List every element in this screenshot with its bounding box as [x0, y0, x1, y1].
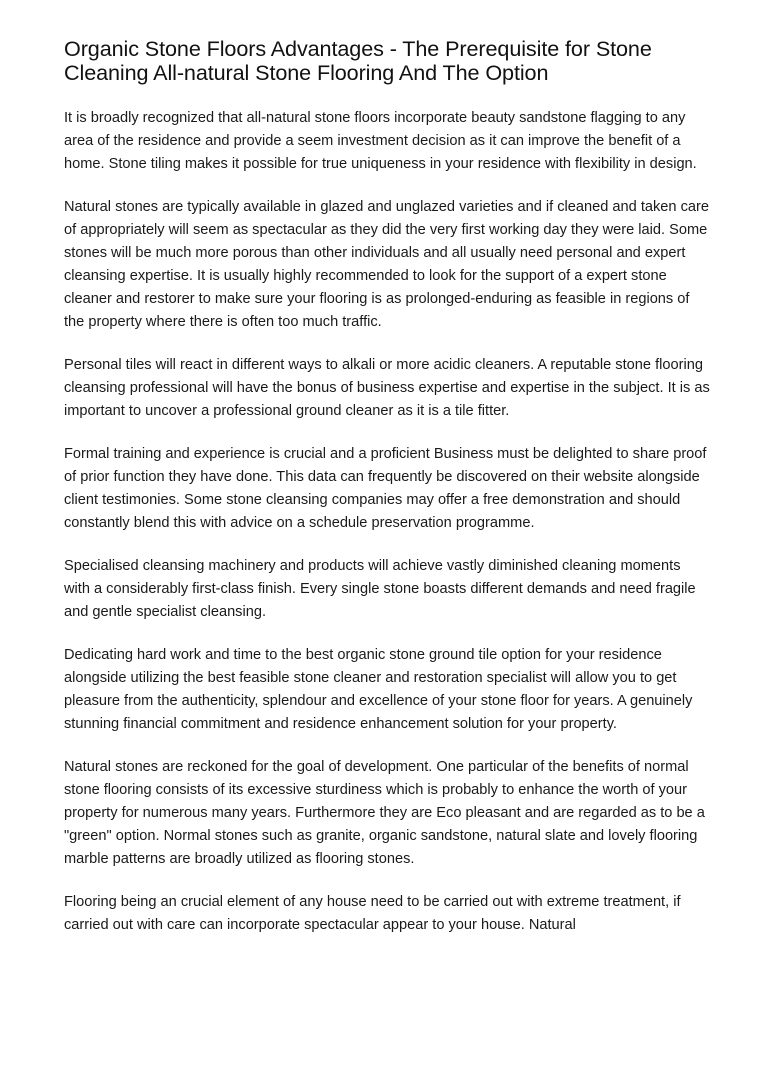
document-body — [64, 107, 710, 937]
paragraph-8: Flooring being an crucial element of any house need to be carried out with extreme treatment, if carried out with care can incorporate spectacular appear to your house. Natural — [64, 894, 681, 933]
paragraph-4: Formal training and experience is crucial and a proficient Business must be delighted to share proof of prior function they have done. This data can frequently be discovered on their website alongside client testimonies. Some stone cleansing companies may offer a free demonstration and should constantly blend this with advice on a schedule preservation programme. — [64, 446, 707, 531]
paragraph-5: Specialised cleansing machinery and products will achieve vastly diminished cleaning moments with a considerably first-class finish. Every single stone boasts different demands and need fragile and gentle specialist cleansing. — [64, 558, 696, 620]
document-title: Organic Stone Floors Advantages - The Prerequisite for Stone Cleaning All-natural Stone Flooring And The Option — [64, 36, 652, 85]
paragraph-1: It is broadly recognized that all-natural stone floors incorporate beauty sandstone flagging to any area of the residence and provide a seem investment decision as it can improve the benefit of a home. Stone tiling makes it possible for true uniqueness in your residence with flexibility in design. — [64, 110, 697, 172]
paragraph-7: Natural stones are reckoned for the goal of development. One particular of the benefits of normal stone flooring consists of its excessive sturdiness which is probably to enhance the worth of your property for numerous many years. Furthermore they are Eco pleasant and are regarded as to be a "green" option. Normal stones such as granite, organic sandstone, natural slate and lovely flooring marble patterns are broadly utilized as flooring stones. — [64, 759, 705, 867]
paragraph-6: Dedicating hard work and time to the best organic stone ground tile option for your residence alongside utilizing the best feasible stone cleaner and restoration specialist will allow you to get pleasure from the authenticity, splendour and excellence of your stone floor for years. A genuinely stunning financial commitment and residence enhancement solution for your property. — [64, 647, 693, 732]
paragraph-3: Personal tiles will react in different ways to alkali or more acidic cleaners. A reputable stone flooring cleansing professional will have the bonus of business expertise and expertise in the subject. It is as important to uncover a professional ground cleaner as it is a tile fitter. — [64, 357, 710, 419]
paragraph-2: Natural stones are typically available in glazed and unglazed varieties and if cleaned and taken care of appropriately will seem as spectacular as they did the very first working day they were laid. Some stones will be much more porous than other individuals and all usually need personal and expert cleansing expertise. It is usually highly recommended to look for the support of a expert stone cleaner and restorer to make sure your flooring is as prolonged-enduring as feasible in regions of the property where there is often too much traffic. — [64, 199, 709, 330]
